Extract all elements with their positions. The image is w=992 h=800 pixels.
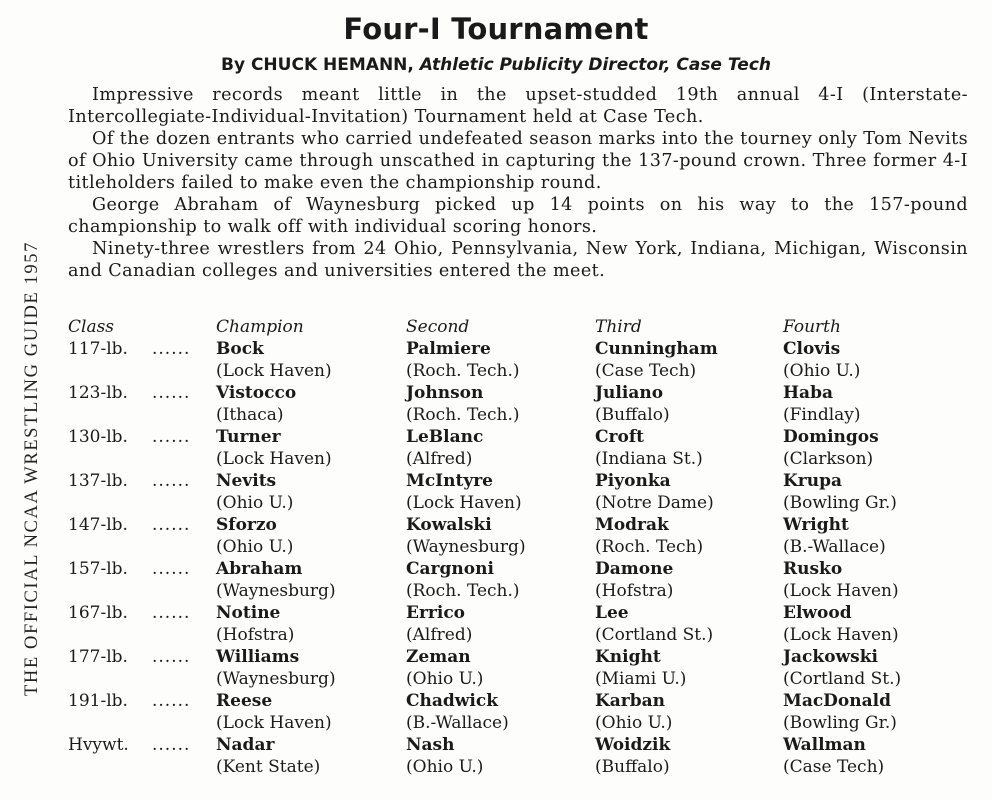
results-table [68, 316, 968, 778]
third-school: (Buffalo) [595, 757, 670, 777]
champion-name: Turner [216, 427, 281, 447]
paragraph: Ninety-three wrestlers from 24 Ohio, Pennsylvania, New York, Indiana, Michigan, Wisconsin and Canadian colleges and universities entered the meet. [68, 239, 968, 281]
header-third: Third [595, 317, 642, 337]
third-name: Karban [595, 691, 666, 711]
second-cell [406, 690, 509, 734]
fourth-cell [783, 646, 901, 690]
dot-leader: ...... [152, 735, 191, 755]
champion-name: Vistocco [216, 383, 297, 403]
third-school: (Roch. Tech) [595, 537, 704, 557]
second-name: Chadwick [406, 691, 499, 711]
dot-leader: ...... [152, 383, 191, 403]
fourth-school: (Case Tech) [783, 757, 885, 777]
third-school: (Cortland St.) [595, 625, 714, 645]
third-school: (Case Tech) [595, 361, 697, 381]
fourth-cell [783, 382, 861, 426]
table-row [68, 514, 968, 558]
third-name: Piyonka [595, 471, 671, 491]
weight-class: 123-lb. [68, 383, 128, 403]
second-school: (Roch. Tech.) [406, 581, 520, 601]
champion-name: Bock [216, 339, 264, 359]
results-header-row [68, 316, 968, 338]
fourth-cell [783, 734, 884, 778]
champion-school: (Lock Haven) [216, 713, 332, 733]
article-body [68, 84, 968, 282]
champion-school: (Ithaca) [216, 405, 284, 425]
fourth-name: Wallman [783, 735, 866, 755]
second-name: Errico [406, 603, 466, 623]
fourth-school: (Bowling Gr.) [783, 713, 897, 733]
second-name: Cargnoni [406, 559, 494, 579]
champion-cell [216, 470, 293, 514]
header-class: Class [68, 317, 115, 337]
header-fourth: Fourth [783, 317, 841, 337]
fourth-name: Jackowski [783, 647, 878, 667]
table-row [68, 426, 968, 470]
third-cell [595, 426, 703, 470]
champion-school: (Ohio U.) [216, 537, 294, 557]
champion-cell [216, 382, 296, 426]
third-cell [595, 470, 714, 514]
results-rows [68, 338, 968, 778]
champion-school: (Lock Haven) [216, 449, 332, 469]
fourth-cell [783, 338, 860, 382]
champion-name: Abraham [216, 559, 303, 579]
third-name: Damone [595, 559, 674, 579]
third-name: Lee [595, 603, 629, 623]
table-row [68, 338, 968, 382]
fourth-name: Domingos [783, 427, 879, 447]
weight-class: 177-lb. [68, 647, 128, 667]
champion-cell [216, 646, 336, 690]
champion-name: Nevits [216, 471, 277, 491]
paragraph: Of the dozen entrants who carried undefeated season marks into the tourney only Tom Nevits of Ohio University came through unscathed in capturing the 137-pound crown. Three former 4-I titleholders failed to make even the championship round. [68, 129, 968, 193]
fourth-cell [783, 602, 899, 646]
champion-school: (Waynesburg) [216, 581, 336, 601]
second-cell [406, 338, 520, 382]
dot-leader: ...... [152, 471, 191, 491]
fourth-name: Krupa [783, 471, 842, 491]
table-row [68, 734, 968, 778]
second-school: (Ohio U.) [406, 669, 484, 689]
second-school: (Roch. Tech.) [406, 361, 520, 381]
table-row [68, 602, 968, 646]
fourth-name: Haba [783, 383, 833, 403]
third-school: (Notre Dame) [595, 493, 714, 513]
fourth-school: (Lock Haven) [783, 581, 899, 601]
table-row [68, 382, 968, 426]
second-name: Johnson [406, 383, 484, 403]
second-name: Kowalski [406, 515, 492, 535]
third-school: (Buffalo) [595, 405, 670, 425]
second-cell [406, 426, 483, 470]
second-cell [406, 734, 483, 778]
fourth-school: (Cortland St.) [783, 669, 902, 689]
second-name: McIntyre [406, 471, 493, 491]
champion-name: Williams [216, 647, 300, 667]
second-name: LeBlanc [406, 427, 484, 447]
header-champion: Champion [216, 317, 304, 337]
weight-class: 191-lb. [68, 691, 128, 711]
side-caption: THE OFFICIAL NCAA WRESTLING GUIDE 1957 [22, 241, 42, 696]
fourth-school: (B.-Wallace) [783, 537, 886, 557]
third-cell [595, 558, 673, 602]
second-school: (Ohio U.) [406, 757, 484, 777]
champion-name: Reese [216, 691, 273, 711]
second-cell [406, 382, 520, 426]
champion-school: (Ohio U.) [216, 493, 294, 513]
fourth-name: Elwood [783, 603, 852, 623]
table-row [68, 558, 968, 602]
champion-school: (Hofstra) [216, 625, 295, 645]
second-school: (Roch. Tech.) [406, 405, 520, 425]
third-school: (Hofstra) [595, 581, 674, 601]
weight-class: 167-lb. [68, 603, 128, 623]
byline-role: Athletic Publicity Director, Case Tech [419, 55, 771, 75]
byline [0, 55, 992, 75]
second-cell [406, 514, 526, 558]
fourth-cell [783, 690, 897, 734]
champion-name: Sforzo [216, 515, 277, 535]
third-school: (Ohio U.) [595, 713, 673, 733]
paragraph: George Abraham of Waynesburg picked up 14 points on his way to the 157-pound championship to walk off with individual scoring honors. [68, 195, 968, 237]
third-name: Woidzik [595, 735, 671, 755]
third-name: Juliano [595, 383, 664, 403]
fourth-school: (Ohio U.) [783, 361, 861, 381]
fourth-school: (Clarkson) [783, 449, 874, 469]
third-cell [595, 690, 672, 734]
second-name: Zeman [406, 647, 471, 667]
champion-school: (Lock Haven) [216, 361, 332, 381]
champion-cell [216, 426, 332, 470]
champion-school: (Waynesburg) [216, 669, 336, 689]
fourth-name: Rusko [783, 559, 843, 579]
fourth-name: Wright [783, 515, 849, 535]
table-row [68, 470, 968, 514]
fourth-name: MacDonald [783, 691, 891, 711]
third-cell [595, 514, 703, 558]
champion-name: Notine [216, 603, 281, 623]
dot-leader: ...... [152, 647, 191, 667]
fourth-school: (Lock Haven) [783, 625, 899, 645]
table-row [68, 646, 968, 690]
champion-school: (Kent State) [216, 757, 321, 777]
third-cell [595, 602, 713, 646]
third-cell [595, 734, 670, 778]
table-row [68, 690, 968, 734]
champion-cell [216, 514, 293, 558]
header-second: Second [406, 317, 470, 337]
second-school: (Alfred) [406, 449, 473, 469]
second-cell [406, 558, 520, 602]
third-name: Croft [595, 427, 644, 447]
dot-leader: ...... [152, 427, 191, 447]
paragraph: Impressive records meant little in the upset-studded 19th annual 4-I (Interstate-Intercollegiate-Individual-Invitation) Tournament held at Case Tech. [68, 85, 968, 127]
dot-leader: ...... [152, 339, 191, 359]
weight-class: 117-lb. [68, 339, 128, 359]
third-cell [595, 646, 686, 690]
second-school: (Waynesburg) [406, 537, 526, 557]
second-name: Palmiere [406, 339, 491, 359]
dot-leader: ...... [152, 603, 191, 623]
fourth-cell [783, 470, 897, 514]
article-title: Four-I Tournament [343, 12, 649, 46]
champion-name: Nadar [216, 735, 275, 755]
dot-leader: ...... [152, 515, 191, 535]
weight-class: 137-lb. [68, 471, 128, 491]
fourth-school: (Bowling Gr.) [783, 493, 897, 513]
third-cell [595, 382, 670, 426]
second-school: (B.-Wallace) [406, 713, 509, 733]
champion-cell [216, 338, 332, 382]
byline-author: By CHUCK HEMANN, [221, 55, 414, 75]
dot-leader: ...... [152, 559, 191, 579]
weight-class: 130-lb. [68, 427, 128, 447]
third-school: (Miami U.) [595, 669, 687, 689]
third-cell [595, 338, 718, 382]
champion-cell [216, 734, 320, 778]
weight-class: 147-lb. [68, 515, 128, 535]
fourth-cell [783, 426, 879, 470]
second-school: (Alfred) [406, 625, 473, 645]
champion-cell [216, 602, 294, 646]
third-name: Knight [595, 647, 661, 667]
fourth-name: Clovis [783, 339, 841, 359]
second-name: Nash [406, 735, 455, 755]
fourth-cell [783, 514, 886, 558]
second-cell [406, 602, 472, 646]
weight-class: 157-lb. [68, 559, 128, 579]
third-name: Cunningham [595, 339, 718, 359]
second-school: (Lock Haven) [406, 493, 522, 513]
second-cell [406, 646, 483, 690]
third-school: (Indiana St.) [595, 449, 703, 469]
champion-cell [216, 690, 332, 734]
champion-cell [216, 558, 336, 602]
fourth-school: (Findlay) [783, 405, 861, 425]
weight-class: Hvywt. [68, 735, 129, 755]
dot-leader: ...... [152, 691, 191, 711]
third-name: Modrak [595, 515, 669, 535]
second-cell [406, 470, 522, 514]
fourth-cell [783, 558, 899, 602]
